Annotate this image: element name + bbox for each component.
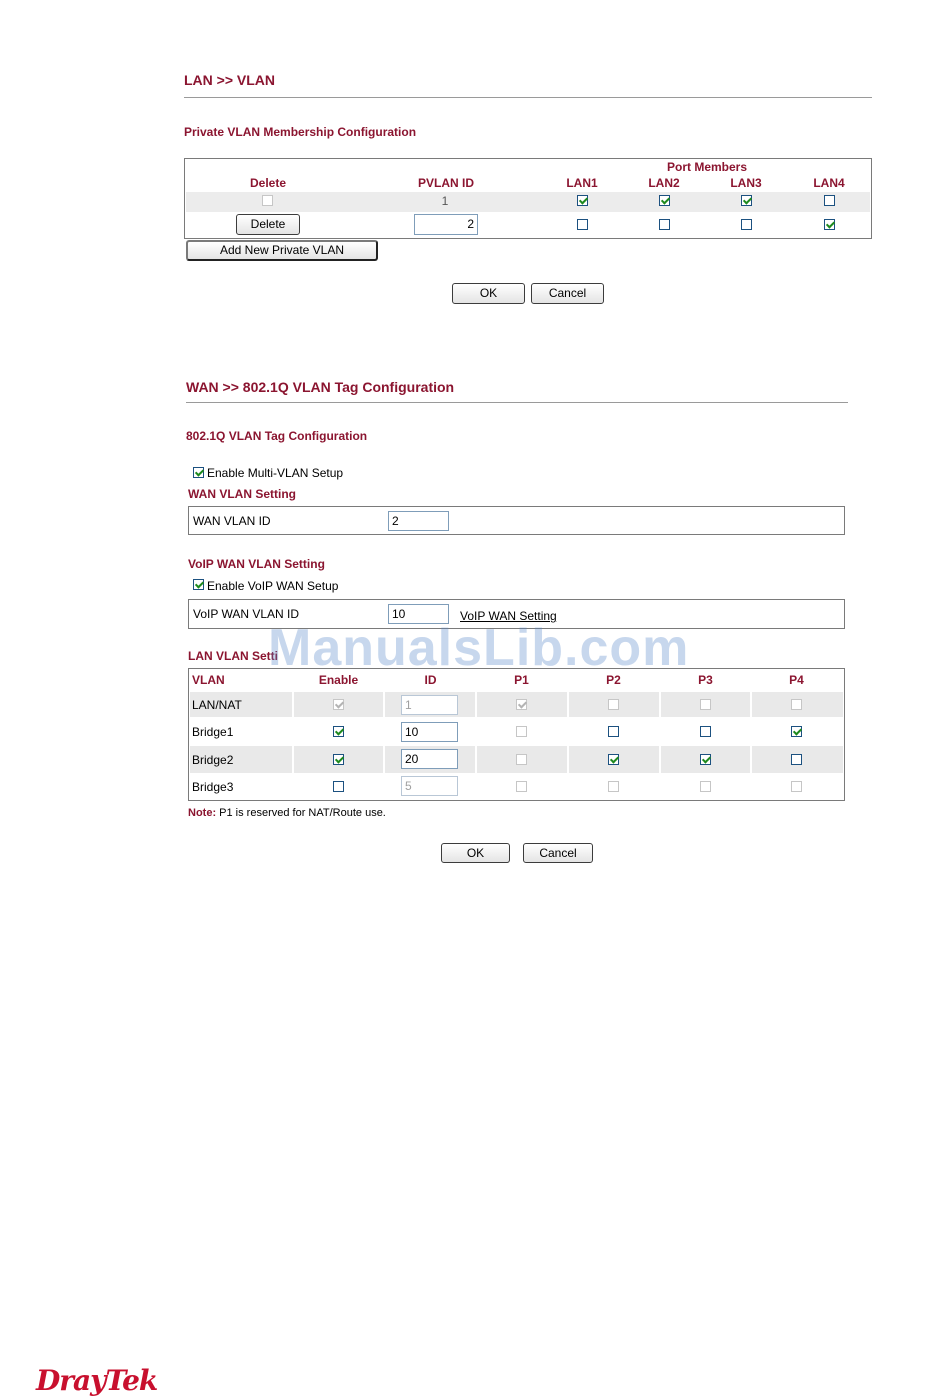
- delete-column-header: Delete: [249, 176, 287, 190]
- wan-vlan-setting-box: [188, 506, 845, 535]
- enable-multi-vlan-checkbox[interactable]: [193, 467, 204, 478]
- p1-column-header: P1: [514, 673, 529, 687]
- vlan-column-header: VLAN: [192, 673, 225, 687]
- lan-vlan-page-title: LAN >> VLAN: [184, 72, 276, 88]
- lan-vlan-setting-title: LAN VLAN Setti: [188, 649, 278, 663]
- enable-voip-wan-label: Enable VoIP WAN Setup: [207, 579, 339, 593]
- pvlan-id-column-header: PVLAN ID: [417, 176, 474, 190]
- lan4-column-header: LAN4: [813, 176, 845, 190]
- pvlan-row-1-lan3-checkbox[interactable]: [741, 195, 752, 206]
- column-separator: [567, 692, 569, 800]
- wan-vlan-ok-button[interactable]: OK: [441, 843, 510, 863]
- pvlan-row-1-lan1-checkbox[interactable]: [577, 195, 588, 206]
- bridge2-p1-checkbox: [516, 754, 527, 765]
- add-new-private-vlan-button[interactable]: Add New Private VLAN: [186, 240, 378, 261]
- lan-nat-p2-checkbox: [608, 699, 619, 710]
- column-separator: [292, 692, 294, 800]
- bridge2-p2-checkbox[interactable]: [608, 754, 619, 765]
- p2-column-header: P2: [606, 673, 621, 687]
- title-divider: [184, 97, 872, 98]
- bridge3-p1-checkbox: [516, 781, 527, 792]
- pvlan-row-1-lan2-checkbox[interactable]: [659, 195, 670, 206]
- column-separator: [750, 692, 752, 800]
- bridge1-p2-checkbox[interactable]: [608, 726, 619, 737]
- bridge1-p3-checkbox[interactable]: [700, 726, 711, 737]
- wan-vlan-page-title: WAN >> 802.1Q VLAN Tag Configuration: [186, 379, 455, 395]
- bridge2-enable-checkbox[interactable]: [333, 754, 344, 765]
- p4-column-header: P4: [789, 673, 804, 687]
- pvlan-row-2-id-input[interactable]: 2: [414, 214, 478, 235]
- watermark: ManualsLib.com: [268, 619, 690, 677]
- lan-vlan-row-1-name: LAN/NAT: [192, 698, 242, 712]
- bridge2-p4-checkbox[interactable]: [791, 754, 802, 765]
- bridge3-enable-checkbox[interactable]: [333, 781, 344, 792]
- bridge3-p3-checkbox: [700, 781, 711, 792]
- pvlan-row-1-bg: [186, 192, 870, 212]
- pvlan-row-2-lan4-checkbox[interactable]: [824, 219, 835, 230]
- lan-nat-p4-checkbox: [791, 699, 802, 710]
- voip-wan-vlan-id-label: VoIP WAN VLAN ID: [193, 607, 300, 621]
- bridge3-id-input: 5: [401, 776, 458, 796]
- lan-nat-p3-checkbox: [700, 699, 711, 710]
- p3-column-header: P3: [698, 673, 713, 687]
- lan2-column-header: LAN2: [648, 176, 680, 190]
- wan-vlan-id-input[interactable]: 2: [388, 511, 449, 531]
- bridge3-p4-checkbox: [791, 781, 802, 792]
- bridge2-p3-checkbox[interactable]: [700, 754, 711, 765]
- bridge3-p2-checkbox: [608, 781, 619, 792]
- pvlan-row-2-lan1-checkbox[interactable]: [577, 219, 588, 230]
- column-separator: [659, 692, 661, 800]
- pvlan-row-1-id: 1: [441, 194, 449, 208]
- voip-wan-setting-link[interactable]: VoIP WAN Setting: [460, 609, 557, 623]
- column-separator: [383, 692, 385, 800]
- lan3-column-header: LAN3: [730, 176, 762, 190]
- draytek-logo: DrayTek: [36, 1364, 158, 1397]
- lan-nat-id-input: 1: [401, 695, 458, 715]
- note-label: Note:: [188, 807, 217, 819]
- lan-vlan-ok-button[interactable]: OK: [452, 283, 525, 304]
- voip-wan-vlan-id-input[interactable]: 10: [388, 604, 449, 624]
- wan-title-divider: [186, 402, 848, 403]
- port-members-header: Port Members: [666, 160, 748, 174]
- pvlan-row-2-lan3-checkbox[interactable]: [741, 219, 752, 230]
- enable-multi-vlan-label: Enable Multi-VLAN Setup: [207, 466, 344, 480]
- lan-vlan-row-2-name: Bridge1: [192, 725, 234, 739]
- bridge1-p4-checkbox[interactable]: [791, 726, 802, 737]
- pvlan-section-title: Private VLAN Membership Configuration: [184, 125, 417, 139]
- enable-column-header: Enable: [318, 673, 359, 687]
- lan-vlan-cancel-button[interactable]: Cancel: [531, 283, 604, 304]
- pvlan-row-2-delete-button[interactable]: Delete: [236, 214, 300, 235]
- bridge1-id-input[interactable]: 10: [401, 722, 458, 742]
- bridge1-enable-checkbox[interactable]: [333, 726, 344, 737]
- lan-vlan-row-3-name: Bridge2: [192, 753, 234, 767]
- wan-vlan-id-label: WAN VLAN ID: [193, 514, 271, 528]
- lan-nat-enable-checkbox: [333, 699, 344, 710]
- note: [188, 807, 386, 819]
- lan1-column-header: LAN1: [566, 176, 598, 190]
- enable-voip-wan-checkbox[interactable]: [193, 579, 204, 590]
- lan-nat-p1-checkbox: [516, 699, 527, 710]
- bridge1-p1-checkbox: [516, 726, 527, 737]
- id-column-header: ID: [424, 673, 437, 687]
- pvlan-row-2-lan2-checkbox[interactable]: [659, 219, 670, 230]
- bridge2-id-input[interactable]: 20: [401, 749, 458, 769]
- wan-vlan-setting-title: WAN VLAN Setting: [188, 487, 296, 501]
- pvlan-row-1-lan4-checkbox[interactable]: [824, 195, 835, 206]
- vlan-tag-section-title: 802.1Q VLAN Tag Configuration: [186, 429, 368, 443]
- wan-vlan-cancel-button[interactable]: Cancel: [523, 843, 593, 863]
- column-separator: [475, 692, 477, 800]
- pvlan-row-1-delete-checkbox: [262, 195, 273, 206]
- voip-wan-vlan-setting-title: VoIP WAN VLAN Setting: [188, 557, 325, 571]
- lan-vlan-row-4-name: Bridge3: [192, 780, 234, 794]
- note-text: P1 is reserved for NAT/Route use.: [216, 807, 386, 819]
